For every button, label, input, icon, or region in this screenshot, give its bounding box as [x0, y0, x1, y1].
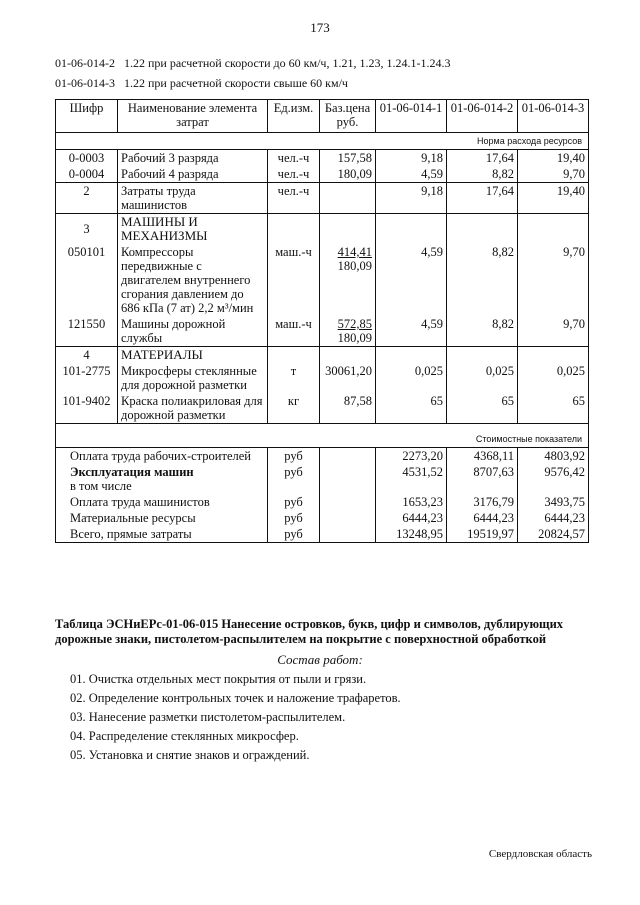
cell-value: 17,64: [447, 150, 518, 167]
cost-row: [56, 448, 589, 465]
page-number: 173: [310, 20, 330, 35]
section-row-machines: [56, 214, 589, 245]
section-row-materials: [56, 347, 589, 364]
cost-name-cell: [56, 464, 268, 494]
section-title: МАТЕРИАЛЫ: [118, 347, 268, 364]
cell-value: 65: [376, 393, 447, 424]
cell-unit: чел.-ч: [268, 166, 320, 183]
note-text: 1.22 при расчетной скорости до 60 км/ч, 1.21, 1.23, 1.24.1-1.24.3: [124, 56, 451, 70]
cell-value: 0,025: [518, 363, 589, 393]
note-code: 01-06-014-2: [55, 56, 115, 70]
norm-label: Норма расхода ресурсов: [56, 133, 589, 150]
cell-code: 4: [56, 347, 118, 364]
cell-value: 19,40: [518, 150, 589, 167]
cell-name: Микросферы стеклянные для дорожной разметки: [118, 363, 268, 393]
cost-label-row: [56, 424, 589, 448]
cell-value: 8,82: [447, 244, 518, 316]
cost-row: [56, 464, 589, 494]
cost-value: 6444,23: [518, 510, 589, 526]
cell-unit: чел.-ч: [268, 183, 320, 214]
cost-value: 4803,92: [518, 448, 589, 465]
cell-unit: чел.-ч: [268, 150, 320, 167]
cell-value: 9,70: [518, 166, 589, 183]
cost-value: 13248,95: [376, 526, 447, 543]
header-col-1: 01-06-014-1: [376, 100, 447, 133]
cell-name: Компрессоры передвижные с двигателем внутреннего сгорания давлением до 686 кПа (7 ат) 2,2 м³/мин: [118, 244, 268, 316]
cell-code: 050101: [56, 244, 118, 316]
cell-price: [320, 316, 376, 347]
cost-value: 4531,52: [376, 464, 447, 494]
cell-unit: т: [268, 363, 320, 393]
cell-value: 17,64: [447, 183, 518, 214]
header-price: Баз.цена руб.: [320, 100, 376, 133]
cost-name: Эксплуатация машин: [70, 465, 194, 479]
list-item: 02. Определение контрольных точек и наложение трафаретов.: [70, 691, 401, 705]
cell-unit: кг: [268, 393, 320, 424]
header-code: Шифр: [56, 100, 118, 133]
cell-price: 87,58: [320, 393, 376, 424]
section-title: МАШИНЫ И МЕХАНИЗМЫ: [118, 214, 268, 245]
price-bottom: 180,09: [337, 259, 372, 273]
cell-value: 19,40: [518, 183, 589, 214]
cell-code: 101-2775: [56, 363, 118, 393]
cost-value: 9576,42: [518, 464, 589, 494]
note-line-1: [55, 56, 450, 71]
cell-price: 30061,20: [320, 363, 376, 393]
cell-code: 2: [56, 183, 118, 214]
cost-value: 20824,57: [518, 526, 589, 543]
cell-name: Машины дорожной службы: [118, 316, 268, 347]
table-row: [56, 363, 589, 393]
price-bottom: 180,09: [337, 331, 372, 345]
cell-value: 0,025: [447, 363, 518, 393]
note-line-2: [55, 76, 348, 91]
list-item: 04. Распределение стеклянных микросфер.: [70, 729, 299, 743]
cost-value: 2273,20: [376, 448, 447, 465]
table-row: [56, 183, 589, 214]
cost-value: 3493,75: [518, 494, 589, 510]
cell-value: 0,025: [376, 363, 447, 393]
header-unit: Ед.изм.: [268, 100, 320, 133]
cost-name: Материальные ресурсы: [56, 510, 268, 526]
header-col-2: 01-06-014-2: [447, 100, 518, 133]
table-row: [56, 316, 589, 347]
cell-value: 8,82: [447, 316, 518, 347]
cost-value: 3176,79: [447, 494, 518, 510]
cost-unit: руб: [268, 448, 320, 465]
cell-value: 65: [518, 393, 589, 424]
cell-unit: маш.-ч: [268, 316, 320, 347]
table-row: [56, 393, 589, 424]
cell-value: 65: [447, 393, 518, 424]
cost-unit: руб: [268, 526, 320, 543]
cost-unit: руб: [268, 464, 320, 494]
cell-value: 9,18: [376, 183, 447, 214]
price-top: 414,41: [337, 245, 372, 259]
cost-value: 6444,23: [376, 510, 447, 526]
cost-unit: руб: [268, 494, 320, 510]
cost-name: Всего, прямые затраты: [56, 526, 268, 543]
cost-name: Оплата труда машинистов: [56, 494, 268, 510]
cost-row: [56, 510, 589, 526]
cost-value: 1653,23: [376, 494, 447, 510]
cost-value: 6444,23: [447, 510, 518, 526]
cell-value: 8,82: [447, 166, 518, 183]
works-title: Состав работ:: [277, 652, 363, 667]
cell-value: 4,59: [376, 166, 447, 183]
cell-price: 157,58: [320, 150, 376, 167]
cell-name: Затраты труда машинистов: [118, 183, 268, 214]
note-code: 01-06-014-3: [55, 76, 115, 90]
table-row: [56, 244, 589, 316]
cost-row-total: [56, 526, 589, 543]
cell-value: 4,59: [376, 316, 447, 347]
region-footer: Свердловская область: [488, 848, 592, 860]
cell-value: 9,70: [518, 244, 589, 316]
resource-table: [55, 99, 589, 543]
works-list: [70, 672, 401, 767]
cell-price: 180,09: [320, 166, 376, 183]
list-item: 05. Установка и снятие знаков и ограждений.: [70, 748, 310, 762]
table-row: [56, 150, 589, 167]
list-item: 01. Очистка отдельных мест покрытия от пыли и грязи.: [70, 672, 367, 686]
cost-row: [56, 494, 589, 510]
cost-value: 19519,97: [447, 526, 518, 543]
cost-subnote: в том числе: [70, 479, 132, 493]
price-top: 572,85: [337, 317, 372, 331]
note-text: 1.22 при расчетной скорости свыше 60 км/ч: [124, 76, 348, 90]
table-caption: Таблица ЭСНиЕРс-01-06-015 Нанесение островков, букв, цифр и символов, дублирующих дорожные знаки, пистолетом-распылителем на покрытие с поверхностной обработкой: [55, 617, 564, 646]
cell-code: 3: [56, 214, 118, 245]
cost-value: 8707,63: [447, 464, 518, 494]
cost-name: Оплата труда рабочих-строителей: [56, 448, 268, 465]
cell-unit: маш.-ч: [268, 244, 320, 316]
cell-code: 0-0003: [56, 150, 118, 167]
cell-code: 101-9402: [56, 393, 118, 424]
cost-label: Стоимостные показатели: [56, 424, 589, 448]
cell-price: [320, 183, 376, 214]
cell-name: Рабочий 4 разряда: [118, 166, 268, 183]
cell-code: 121550: [56, 316, 118, 347]
table-header-row: [56, 100, 589, 133]
list-item: 03. Нанесение разметки пистолетом-распылителем.: [70, 710, 346, 724]
table-row: [56, 166, 589, 183]
cell-price: [320, 244, 376, 316]
header-name: Наименование элемента затрат: [118, 100, 268, 133]
header-col-3: 01-06-014-3: [518, 100, 589, 133]
cell-code: 0-0004: [56, 166, 118, 183]
cell-value: 4,59: [376, 244, 447, 316]
cost-value: 4368,11: [447, 448, 518, 465]
cost-unit: руб: [268, 510, 320, 526]
norm-label-row: [56, 133, 589, 150]
cell-value: 9,70: [518, 316, 589, 347]
cell-name: Краска полиакриловая для дорожной разметки: [118, 393, 268, 424]
cell-name: Рабочий 3 разряда: [118, 150, 268, 167]
cell-value: 9,18: [376, 150, 447, 167]
